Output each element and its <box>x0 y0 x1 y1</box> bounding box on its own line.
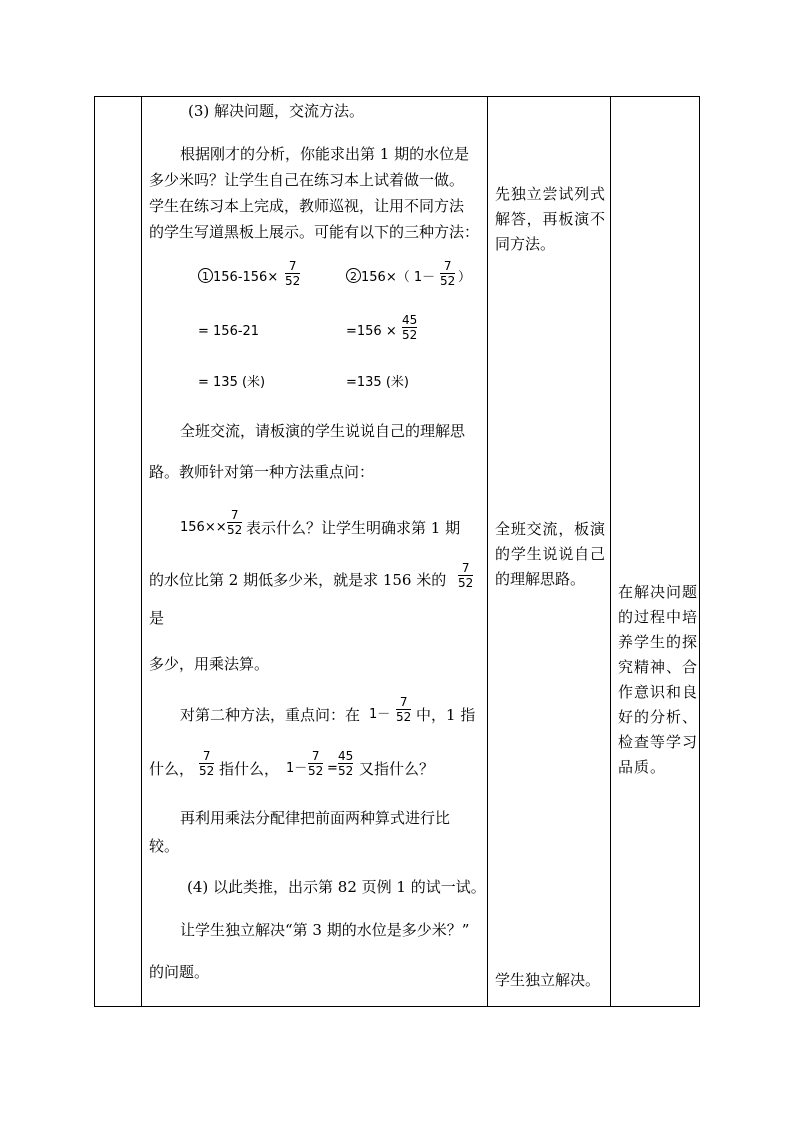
fraction: $\frac{7}{52}$ <box>308 749 324 778</box>
circled-number-1: 1 <box>198 268 213 283</box>
question2-line2: 什么， <box>149 760 195 778</box>
question1-line3: 是 <box>149 609 165 627</box>
paragraph-line: 根据刚才的分析，你能求出第 1 期的水位是 <box>180 145 470 163</box>
question1-expr: 156×× <box>180 520 227 535</box>
question2-text: 指什么， <box>219 760 280 778</box>
column-divider-3 <box>610 97 611 1006</box>
student-activity-2: 全班交流，板演的学生说说自己的理解思路。 <box>495 520 605 588</box>
solve-line: 的问题。 <box>149 963 210 981</box>
column-divider-1 <box>141 97 142 1006</box>
method2-expression: 2 156×（ 1－ <box>346 268 435 288</box>
fraction: $\frac{7}{52}$ <box>227 508 243 537</box>
method1-expression: 1 156-156× <box>198 268 278 288</box>
exchange-line: 路。教师针对第一种方法重点问： <box>149 463 375 481</box>
question2-equals: = <box>327 761 338 776</box>
compare-line: 较。 <box>149 837 180 855</box>
method1-step2: = 156-21 <box>198 324 260 339</box>
fraction: $\frac{7}{52}$ <box>458 561 474 590</box>
question1-line2: 的水位比第 2 期低多少米，就是求 156 米的 <box>149 571 447 589</box>
fraction: $\frac{7}{52}$ <box>199 749 215 778</box>
solve-line: 让学生独立解决“第 3 期的水位是多少米？” <box>180 921 470 939</box>
question2-text: 中，1 指 <box>416 706 476 724</box>
method2-step2: =156 × <box>346 324 397 339</box>
question1-line4: 多少，用乘法算。 <box>149 655 270 673</box>
question1-text: 表示什么？让学生明确求第 1 期 <box>246 519 461 537</box>
method2-paren: ） <box>458 270 472 285</box>
question2-expr: 1－ <box>369 707 391 722</box>
question2-expr: 1－ <box>286 761 308 776</box>
column-divider-2 <box>487 97 488 1006</box>
question2-text: 对第二种方法，重点问：在 <box>180 706 361 724</box>
fraction: $\frac{7}{52}$ <box>396 695 412 724</box>
fraction: $\frac{7}{52}$ <box>285 259 301 288</box>
fraction: $\frac{7}{52}$ <box>440 259 456 288</box>
paragraph-line: 学生在练习本上完成，教师巡视，让用不同方法 <box>149 197 465 215</box>
student-activity-1: 先独立尝试列式解答，再板演不同方法。 <box>495 185 605 253</box>
paragraph-line: 多少米吗？让学生自己在练习本上试着做一做。 <box>149 171 465 189</box>
step3-heading: (3) 解决问题，交流方法。 <box>188 102 365 120</box>
exchange-line: 全班交流，请板演的学生说说自己的理解思 <box>180 422 466 440</box>
question2-text: 又指什么？ <box>359 760 435 778</box>
fraction: $\frac{45}{52}$ <box>402 313 418 342</box>
fraction: $\frac{45}{52}$ <box>338 749 354 778</box>
method2-step3: =135 (米) <box>346 375 409 390</box>
method1-step3: = 135 (米) <box>198 375 266 390</box>
step4-line: (4) 以此类推，出示第 82 页例 1 的试一试。 <box>187 878 486 896</box>
design-intent: 在解决问题的过程中培养学生的探究精神、合作意识和良好的分析、检查等学习品质。 <box>618 583 699 776</box>
circled-number-2: 2 <box>346 268 361 283</box>
paragraph-line: 的学生写道黑板上展示。可能有以下的三种方法： <box>149 223 480 241</box>
compare-line: 再利用乘法分配律把前面两种算式进行比 <box>180 809 451 827</box>
student-activity-3: 学生独立解决。 <box>495 971 601 989</box>
